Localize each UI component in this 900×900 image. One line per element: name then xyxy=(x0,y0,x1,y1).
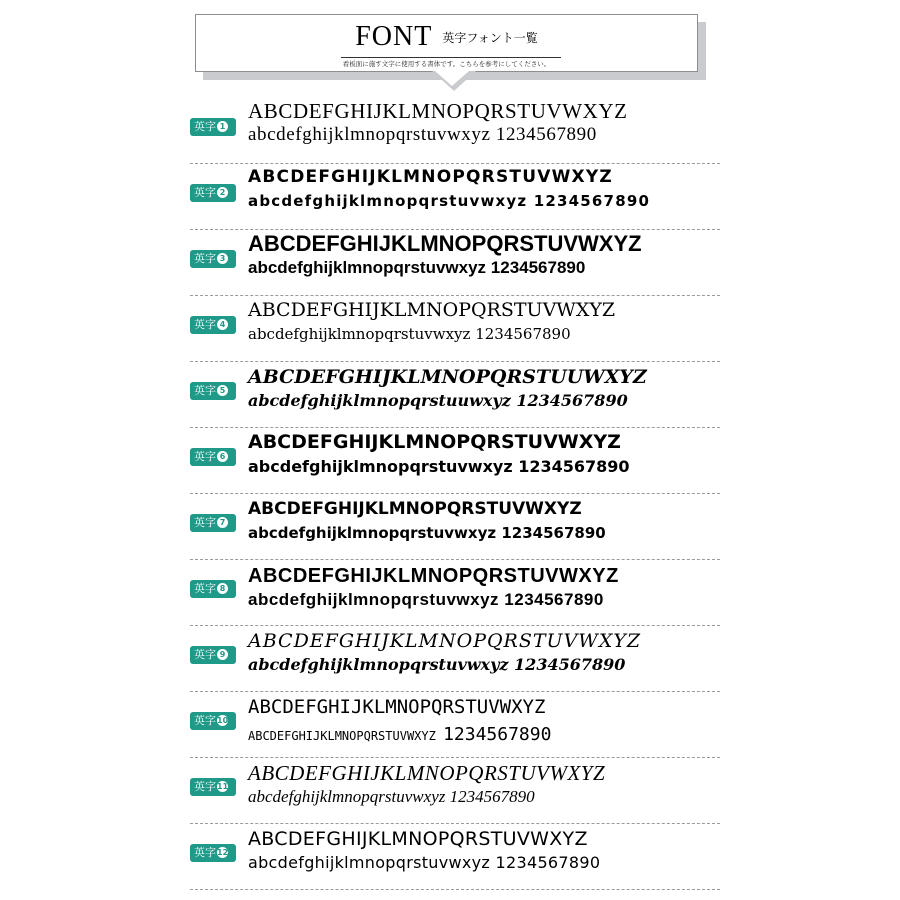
font-badge xyxy=(190,778,236,796)
font-badge xyxy=(190,316,236,334)
digit-sample: 1234567890 xyxy=(514,655,626,674)
badge-label: 英字 xyxy=(194,516,216,529)
badge-label: 英字 xyxy=(194,186,216,199)
digit-sample: 1234567890 xyxy=(504,590,604,609)
lowercase-letters: abcdefghijklmnopqrstuvwxyz xyxy=(248,325,471,343)
font-badge xyxy=(190,250,236,268)
uppercase-sample: ABCDEFGHIJKLMNOPQRSTUVWXYZ xyxy=(248,431,621,453)
uppercase-sample: ABCDEFGHIJKLMNOPQRSTUVWXYZ xyxy=(248,761,606,785)
font-badge xyxy=(190,382,236,400)
badge-number: 4 xyxy=(217,319,228,330)
uppercase-sample: ABCDEFGHIJKLMNOPQRSTUVWXYZ xyxy=(248,299,616,321)
badge-label: 英字 xyxy=(194,714,216,727)
badge-number: 5 xyxy=(217,385,228,396)
badge-number: 9 xyxy=(217,649,228,660)
lowercase-letters: abcdefghijklmnopqrstuvwxyz xyxy=(248,124,491,145)
lowercase-sample xyxy=(248,591,604,608)
font-sample-row xyxy=(190,296,720,362)
font-badge xyxy=(190,118,236,136)
font-sample-row xyxy=(190,824,720,890)
font-badge xyxy=(190,646,236,664)
lowercase-sample xyxy=(248,327,571,342)
lowercase-letters: abcdefghijklmnopqrstuuwxyz xyxy=(248,391,511,410)
lowercase-sample xyxy=(248,393,628,409)
lowercase-letters: abcdefghijklmnopqrstuvwxyz xyxy=(248,853,491,872)
badge-label: 英字 xyxy=(194,120,216,133)
uppercase-sample: ABCDEFGHIJKLMNOPQRSTUVWXYZ xyxy=(248,99,628,123)
banner-rule xyxy=(341,57,561,58)
badge-number: 10 xyxy=(217,716,229,725)
lowercase-sample xyxy=(248,657,625,673)
font-sample-row xyxy=(190,626,720,692)
uppercase-sample: ABCDEFGHIJKLMNOPQRSTUVWXYZ xyxy=(248,630,642,652)
digit-sample: 1234567890 xyxy=(516,391,628,410)
font-sample-row xyxy=(190,692,720,758)
badge-label: 英字 xyxy=(194,780,216,793)
uppercase-sample: ABCDEFGHIJKLMNOPQRSTUVWXYZ xyxy=(248,565,619,587)
lowercase-letters: abcdefghijklmnopqrstuvwxyz xyxy=(248,524,497,542)
page-title: FONT xyxy=(355,21,433,52)
font-sample-row xyxy=(190,164,720,230)
header-banner xyxy=(195,14,698,72)
lowercase-letters: abcdefghijklmnopqrstuvwxyz xyxy=(248,590,500,609)
uppercase-sample: ABCDEFGHIJKLMNOPQRSTUVWXYZ xyxy=(248,167,613,187)
lowercase-sample xyxy=(248,855,600,871)
lowercase-letters: abcdefghijklmnopqrstuvwxyz xyxy=(248,457,513,476)
badge-label: 英字 xyxy=(194,450,216,463)
uppercase-sample: ABCDEFGHIJKLMNOPQRSTUUWXYZ xyxy=(248,366,647,388)
digit-sample: 1234567890 xyxy=(501,524,606,542)
badge-label: 英字 xyxy=(194,252,216,265)
font-sample-row xyxy=(190,494,720,560)
badge-label: 英字 xyxy=(194,846,216,859)
font-badge xyxy=(190,514,236,532)
badge-number: 7 xyxy=(217,517,228,528)
digit-sample: 1234567890 xyxy=(490,258,586,277)
badge-number: 1 xyxy=(217,121,228,132)
lowercase-letters: ABCDEFGHIJKLMNOPQRSTUVWXYZ xyxy=(248,729,436,743)
lowercase-letters: abcdefghijklmnopqrstuvwxyz xyxy=(248,655,509,674)
lowercase-letters: abcdefghijklmnopqrstuvwxyz xyxy=(248,192,528,210)
lowercase-sample xyxy=(248,726,551,744)
uppercase-sample: ABCDEFGHIJKLMNOPQRSTUVWXYZ xyxy=(248,696,546,718)
banner-note: 看板面に施す文字に使用する書体です。こちらを参考にしてください。 xyxy=(342,60,551,68)
lowercase-sample xyxy=(248,526,606,541)
badge-number: 6 xyxy=(217,451,228,462)
banner-pointer-inner xyxy=(435,71,469,86)
digit-sample: 1234567890 xyxy=(533,192,651,210)
digit-sample: 1234567890 xyxy=(495,124,597,145)
font-sample-row xyxy=(190,560,720,626)
lowercase-sample xyxy=(248,194,650,209)
banner-title xyxy=(196,21,697,53)
digit-sample: 1234567890 xyxy=(518,457,630,476)
lowercase-letters: abcdefghijklmnopqrstuvwxyz xyxy=(248,258,487,277)
uppercase-sample: ABCDEFGHIJKLMNOPQRSTUVWXYZ xyxy=(248,499,582,519)
font-sample-row xyxy=(190,98,720,164)
font-sample-row xyxy=(190,758,720,824)
digit-sample: 1234567890 xyxy=(495,853,601,872)
lowercase-sample xyxy=(248,788,535,805)
uppercase-sample: ABCDEFGHIJKLMNOPQRSTUVWXYZ xyxy=(248,231,642,256)
font-badge xyxy=(190,448,236,466)
lowercase-letters: abcdefghijklmnopqrstuvwxyz xyxy=(248,787,446,806)
badge-label: 英字 xyxy=(194,318,216,331)
lowercase-sample xyxy=(248,259,585,276)
badge-label: 英字 xyxy=(194,384,216,397)
badge-label: 英字 xyxy=(194,648,216,661)
badge-number: 2 xyxy=(217,187,228,198)
badge-number: 8 xyxy=(217,583,228,594)
digit-sample: 1234567890 xyxy=(443,724,552,745)
badge-number: 3 xyxy=(217,253,228,264)
font-badge xyxy=(190,580,236,598)
font-sample-row xyxy=(190,230,720,296)
font-sample-row xyxy=(190,428,720,494)
page-subtitle: 英字フォント一覧 xyxy=(442,30,538,45)
lowercase-sample xyxy=(248,125,597,144)
digit-sample: 1234567890 xyxy=(449,787,535,806)
badge-label: 英字 xyxy=(194,582,216,595)
digit-sample: 1234567890 xyxy=(475,325,571,343)
font-sample-row xyxy=(190,362,720,428)
font-badge xyxy=(190,712,236,730)
badge-number: 12 xyxy=(217,848,229,857)
uppercase-sample: ABCDEFGHIJKLMNOPQRSTUVWXYZ xyxy=(248,828,588,850)
lowercase-sample xyxy=(248,459,630,475)
font-badge xyxy=(190,184,236,202)
badge-number: 11 xyxy=(217,782,229,791)
font-badge xyxy=(190,844,236,862)
